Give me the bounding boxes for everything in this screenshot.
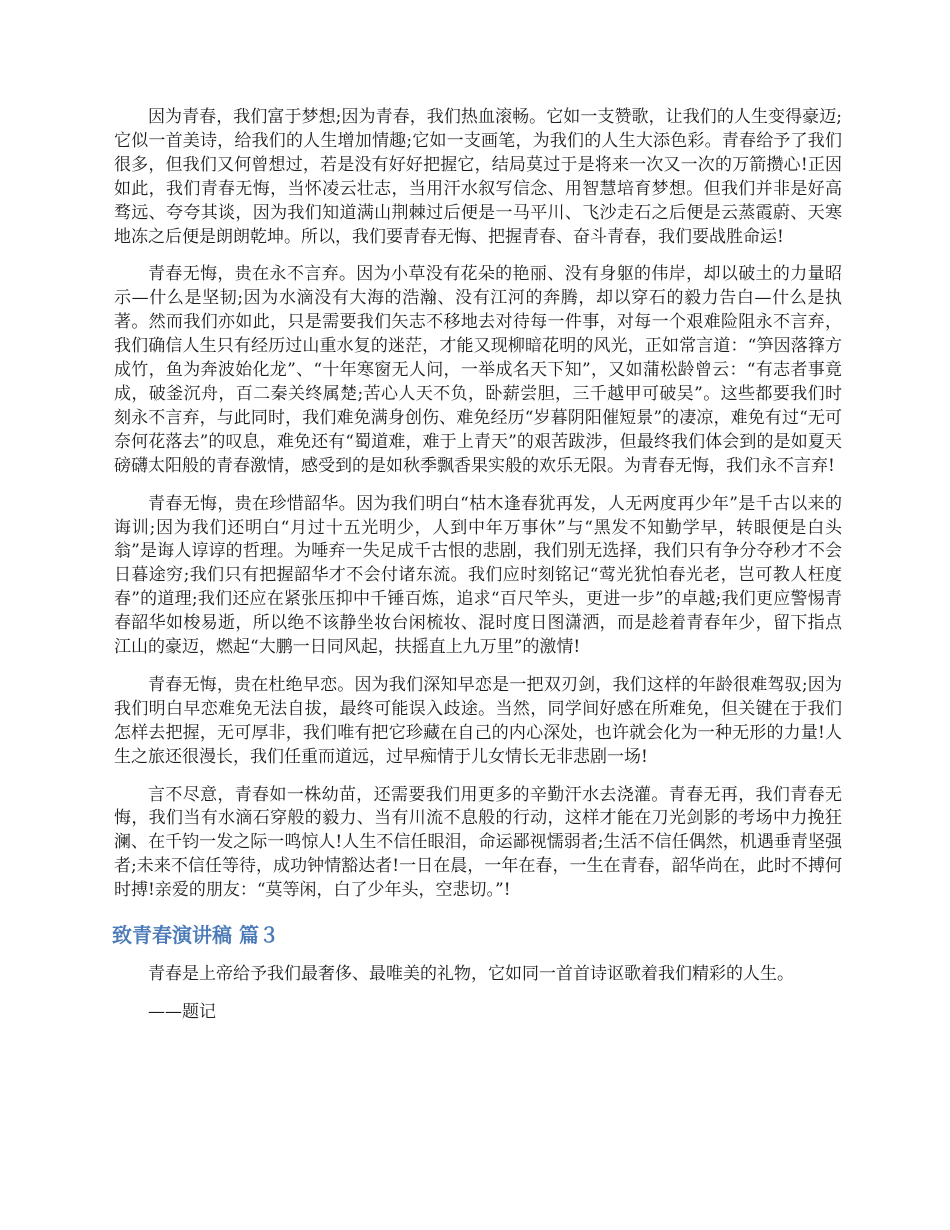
paragraph-dream: 因为青春，我们富于梦想;因为青春，我们热血滚畅。它如一支赞歌，让我们的人生变得豪迈;它似一首美诗，给我们的人生增加情趣;它如一支画笔，为我们的人生大添色彩。青春给予了我们很多，但我们又何曾想过，若是没有好好把握它，结局莫过于是将来一次又一次的万箭攒心!正因如此，我们青春无悔，当怀凌云壮志，当用汗水叙写信念、用智慧培育梦想。但我们并非是好高骛远、夸夸其谈，因为我们知道满山荆棘过后便是一马平川、飞沙走石之后便是云蒸霞蔚、天寒地冻之后便是朗朗乾坤。所以，我们要青春无悔、把握青春、奋斗青春，我们要战胜命运! [114,107,842,247]
paragraph-avoid-early-love: 青春无悔，贵在杜绝早恋。因为我们深知早恋是一把双刃剑，我们这样的年龄很难驾驭;因为我们明白早恋难免无法自拔，最终可能误入歧途。当然，同学间好感在所难免，但关键在于我们怎样去把握，无可厚非，我们唯有把它珍藏在自己的内心深处，也许就会化为一种无形的力量!人生之旅还很漫长，我们任重而道远，过早痴情于儿女情长无非悲剧一场! [114,674,842,767]
paragraph-never-give-up: 青春无悔，贵在永不言弃。因为小草没有花朵的艳丽、没有身躯的伟岸，却以破土的力量昭示—什么是坚韧;因为水滴没有大海的浩瀚、没有江河的奔腾，却以穿石的毅力告白—什么是执著。然而我们亦如此，只是需要我们矢志不移地去对待每一件事，对每一个艰难险阻永不言弃，我们确信人生只有经历过山重水复的迷茫，才能又现柳暗花明的风光，正如常言道：“笋因落箨方成竹，鱼为奔波始化龙”、“十年寒窗无人问，一举成名天下知”，又如蒲松龄曾云：“有志者事竟成，破釜沉舟，百二秦关终属楚;苦心人天不负，卧薪尝胆，三千越甲可破吴”。这些都要我们时刻永不言弃，与此同时，我们难免满身创伤、难免经历“岁暮阴阳催短景”的凄凉，难免有过“无可奈何花落去”的叹息，难免还有“蜀道难，难于上青天”的艰苦跋涉，但最终我们体会到的是如夏天磅礴太阳般的青春激情，感受到的是如秋季飘香果实般的欢乐无限。为青春无悔，我们永不言弃! [114,264,842,476]
paragraph-signature: ——题记 [148,1002,216,1022]
section-heading: 致青春演讲稿 篇３ [112,923,279,948]
paragraph-conclusion: 言不尽意，青春如一株幼苗，还需要我们用更多的辛勤汗水去浇灌。青春无再，我们青春无悔，我们当有水滴石穿般的毅力、当有川流不息般的行动，这样才能在刀光剑影的考场中力挽狂澜、在千钧一发之际一鸣惊人!人生不信任眼泪，命运鄙视懦弱者;生活不信任偶然，机遇垂青坚强者;未来不信任等待，成功钟情豁达者!一日在晨，一年在春，一生在青春，韶华尚在，此时不搏何时搏!亲爱的朋友：“莫等闲，白了少年头，空悲切。”! [114,784,842,901]
paragraph-cherish-youth: 青春无悔，贵在珍惜韶华。因为我们明白“枯木逢春犹再发，人无两度再少年”是千古以来的诲训;因为我们还明白“月过十五光明少，人到中年万事休”与“黑发不知勤学早，转眼便是白头翁”是诲人谆谆的哲理。为唾弃一失足成千古恨的悲剧，我们别无选择，我们只有争分夺秒才不会日暮途穷;我们只有把握韶华才不会付诸东流。我们应时刻铭记“莺光犹怕春光老，岂可教人枉度春”的道理;我们还应在紧张压抑中千锤百炼，追求“百尺竿头，更进一步”的卓越;我们更应警惕青春韶华如梭易逝，所以绝不该静坐妆台闲梳妆、混时度日图潇洒，而是趁着青春年少，留下指点江山的豪迈，燃起“大鹏一日同风起，扶摇直上九万里”的激情! [114,493,842,658]
paragraph-intro: 青春是上帝给予我们最奢侈、最唯美的礼物，它如同一首首诗讴歌着我们精彩的人生。 [148,964,794,985]
